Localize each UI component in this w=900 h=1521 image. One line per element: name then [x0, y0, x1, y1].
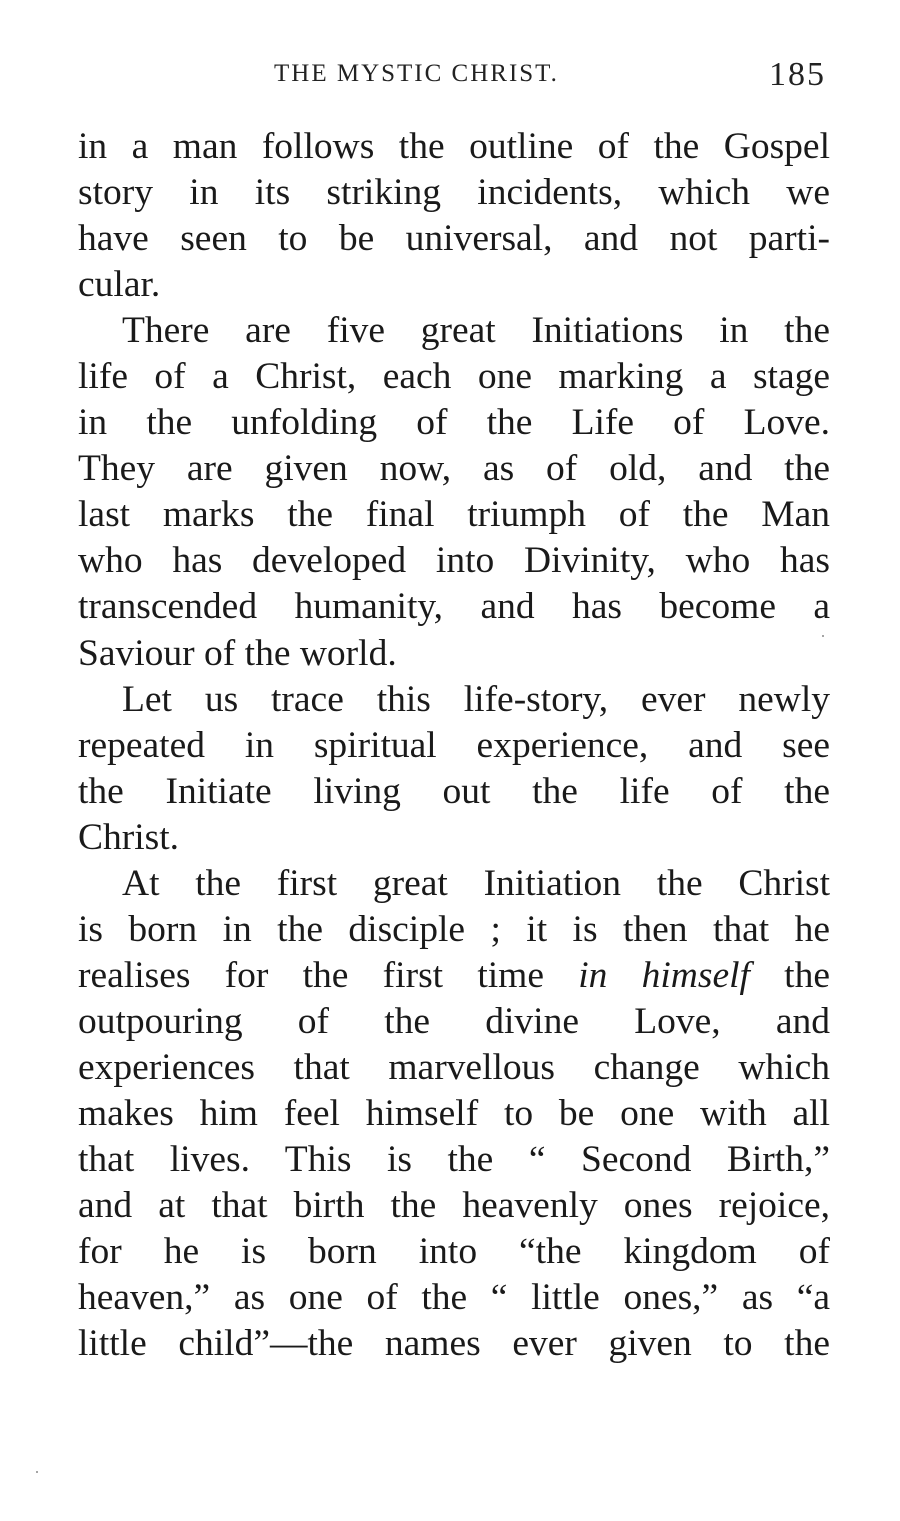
text-run: realises for the first time — [78, 954, 579, 996]
text-line: the Initiate living out the life of the — [78, 770, 830, 812]
text-line — [78, 953, 830, 999]
text-line: for he is born into “the kingdom of — [78, 1231, 830, 1273]
text-line: in the unfolding of the Life of Love. — [78, 402, 830, 444]
text-line: Let us trace this life-story, ever newly — [122, 678, 830, 720]
text-line: makes him feel himself to be one with all — [78, 1092, 830, 1134]
text-line: last marks the final triumph of the Man — [78, 494, 830, 536]
text-line: Christ. — [78, 816, 180, 858]
page-header — [78, 58, 830, 98]
paragraph — [78, 308, 830, 676]
page-number: 185 — [769, 56, 826, 93]
running-title: THE MYSTIC CHRIST. — [274, 60, 559, 87]
text-line: is born in the disciple ; it is then that he — [78, 908, 830, 950]
text-line: who has developed into Divinity, who has — [78, 540, 830, 582]
text-run: the — [749, 954, 830, 996]
text-line: They are given now, as of old, and the — [78, 448, 830, 490]
text-line: Saviour of the world. — [78, 632, 397, 674]
text-line: transcended humanity, and has become a — [78, 586, 830, 628]
scan-speck — [36, 1471, 38, 1473]
text-line: in a man follows the outline of the Gospel — [78, 126, 830, 167]
body-text — [78, 124, 830, 1367]
text-line: outpouring of the divine Love, and — [78, 1000, 830, 1042]
text-line: At the first great Initiation the Christ — [122, 862, 830, 904]
paragraph — [78, 861, 830, 1368]
text-line: experiences that marvellous change which — [78, 1046, 830, 1088]
text-line: cular. — [78, 264, 161, 306]
paragraph — [78, 124, 830, 308]
scan-speck — [822, 635, 824, 637]
paragraph — [78, 677, 830, 861]
text-line: have seen to be universal, and not parti- — [78, 218, 830, 260]
text-line: little child”—the names ever given to the — [78, 1323, 830, 1365]
text-line: and at that birth the heavenly ones rejoice, — [78, 1185, 830, 1227]
text-line: story in its striking incidents, which we — [78, 172, 830, 214]
text-line: There are five great Initiations in the — [122, 310, 830, 352]
text-line: heaven,” as one of the “ little ones,” as “a — [78, 1277, 830, 1319]
text-line: repeated in spiritual experience, and see — [78, 724, 830, 766]
text-line: life of a Christ, each one marking a stage — [78, 356, 830, 398]
text-line: that lives. This is the “ Second Birth,” — [78, 1139, 830, 1181]
italic-run: in himself — [578, 954, 750, 996]
